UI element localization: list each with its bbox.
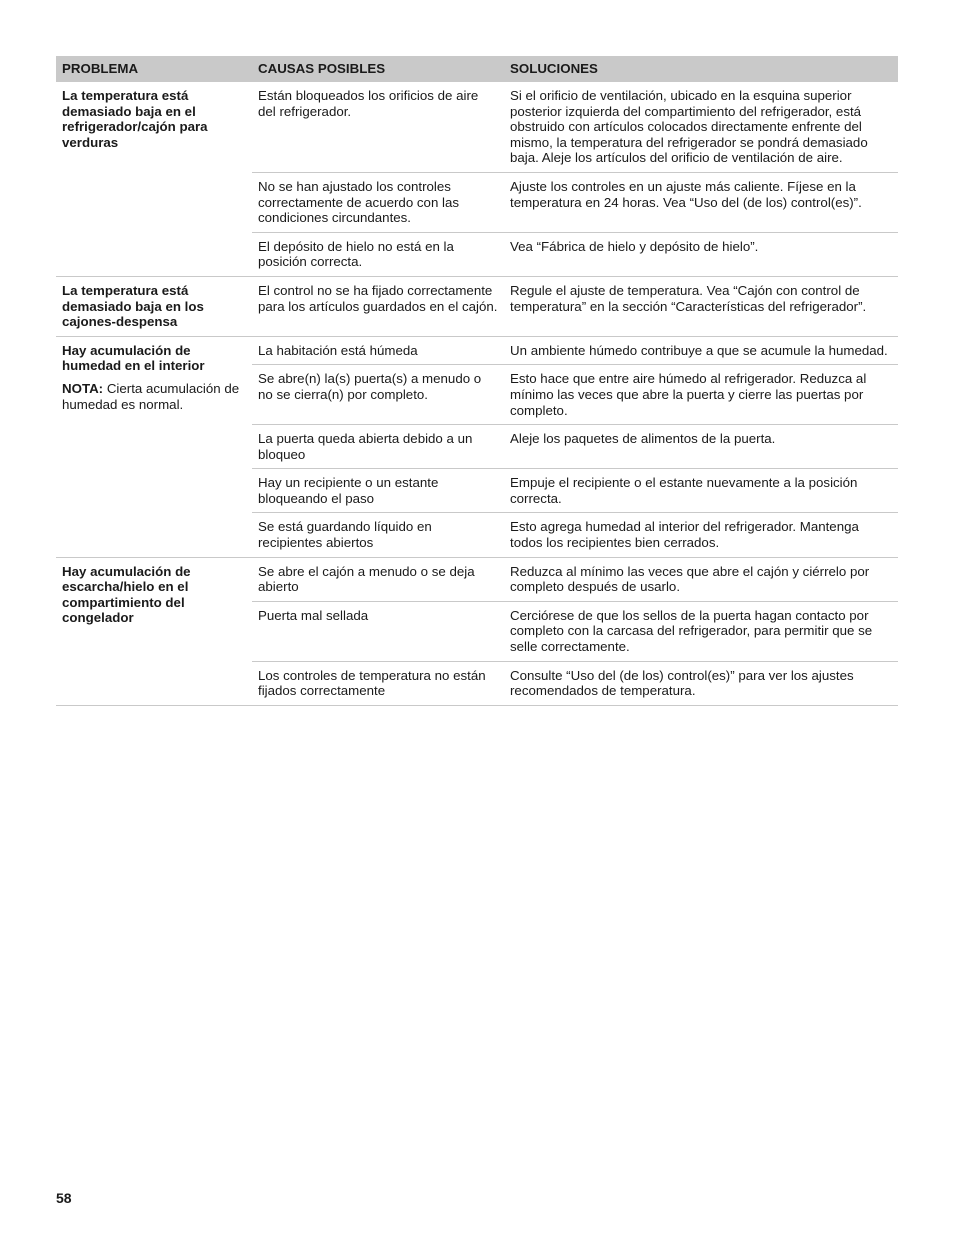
solution-cell: Esto agrega humedad al interior del refrigerador. Mantenga todos los recipientes bien cerrados.	[504, 513, 898, 557]
solution-cell: Consulte “Uso del (de los) control(es)” para ver los ajustes recomendados de temperatura.	[504, 661, 898, 705]
solution-cell: Regule el ajuste de temperatura. Vea “Cajón con control de temperatura” en la sección “Características del refrigerador”.	[504, 276, 898, 336]
problem-cell	[56, 336, 252, 557]
header-causas-posibles: CAUSAS POSIBLES	[252, 56, 504, 82]
solution-cell: Empuje el recipiente o el estante nuevamente a la posición correcta.	[504, 469, 898, 513]
cause-cell: Están bloqueados los orificios de aire del refrigerador.	[252, 82, 504, 172]
problem-cell: La temperatura está demasiado baja en los cajones-despensa	[56, 276, 252, 336]
problem-text: Hay acumulación de humedad en el interior	[62, 342, 205, 374]
problem-cell: Hay acumulación de escarcha/hielo en el compartimiento del congelador	[56, 557, 252, 705]
note-text: Cierta acumulación de humedad es normal.	[62, 380, 240, 412]
cause-cell: El control no se ha fijado correctamente para los artículos guardados en el cajón.	[252, 276, 504, 336]
cause-cell: No se han ajustado los controles correctamente de acuerdo con las condiciones circundantes.	[252, 172, 504, 232]
page-number: 58	[56, 1190, 72, 1206]
solution-cell: Un ambiente húmedo contribuye a que se acumule la humedad.	[504, 336, 898, 365]
solution-cell: Ajuste los controles en un ajuste más caliente. Fíjese en la temperatura en 24 horas. Vea “Uso del (de los) control(es)”.	[504, 172, 898, 232]
table-header	[56, 56, 898, 82]
problem-note	[62, 381, 246, 412]
cause-cell: Puerta mal sellada	[252, 601, 504, 661]
table-row	[56, 336, 898, 365]
table-row	[56, 82, 898, 172]
cause-cell: Los controles de temperatura no están fijados correctamente	[252, 661, 504, 705]
cause-cell: Se está guardando líquido en recipientes abiertos	[252, 513, 504, 557]
header-soluciones: SOLUCIONES	[504, 56, 898, 82]
note-label: NOTA:	[62, 380, 104, 396]
solution-cell: Reduzca al mínimo las veces que abre el cajón y ciérrelo por completo después de usarlo.	[504, 557, 898, 601]
header-problema: PROBLEMA	[56, 56, 252, 82]
solution-cell: Esto hace que entre aire húmedo al refrigerador. Reduzca al mínimo las veces que abre la puerta y cierre las puertas por completo.	[504, 365, 898, 425]
solution-cell: Si el orificio de ventilación, ubicado en la esquina superior posterior izquierda del compartimiento del refrigerador, está obstruido con artículos colocados directamente enfrente del mismo, la temperatura del refrigerador se pondrá demasiado baja. Aleje los artículos del orificio de ventilación de aire.	[504, 82, 898, 172]
table-body	[56, 82, 898, 705]
problem-cell: La temperatura está demasiado baja en el refrigerador/cajón para verduras	[56, 82, 252, 276]
solution-cell: Vea “Fábrica de hielo y depósito de hielo”.	[504, 232, 898, 276]
solution-cell: Cerciórese de que los sellos de la puerta hagan contacto por completo con la carcasa del refrigerador, para permitir que se selle correctamente.	[504, 601, 898, 661]
table-row	[56, 276, 898, 336]
solution-cell: Aleje los paquetes de alimentos de la puerta.	[504, 425, 898, 469]
cause-cell: El depósito de hielo no está en la posición correcta.	[252, 232, 504, 276]
cause-cell: La puerta queda abierta debido a un bloqueo	[252, 425, 504, 469]
header-row	[56, 56, 898, 82]
troubleshooting-table	[56, 56, 898, 706]
cause-cell: Se abre(n) la(s) puerta(s) a menudo o no se cierra(n) por completo.	[252, 365, 504, 425]
cause-cell: Se abre el cajón a menudo o se deja abierto	[252, 557, 504, 601]
table-row	[56, 557, 898, 601]
cause-cell: La habitación está húmeda	[252, 336, 504, 365]
cause-cell: Hay un recipiente o un estante bloqueando el paso	[252, 469, 504, 513]
